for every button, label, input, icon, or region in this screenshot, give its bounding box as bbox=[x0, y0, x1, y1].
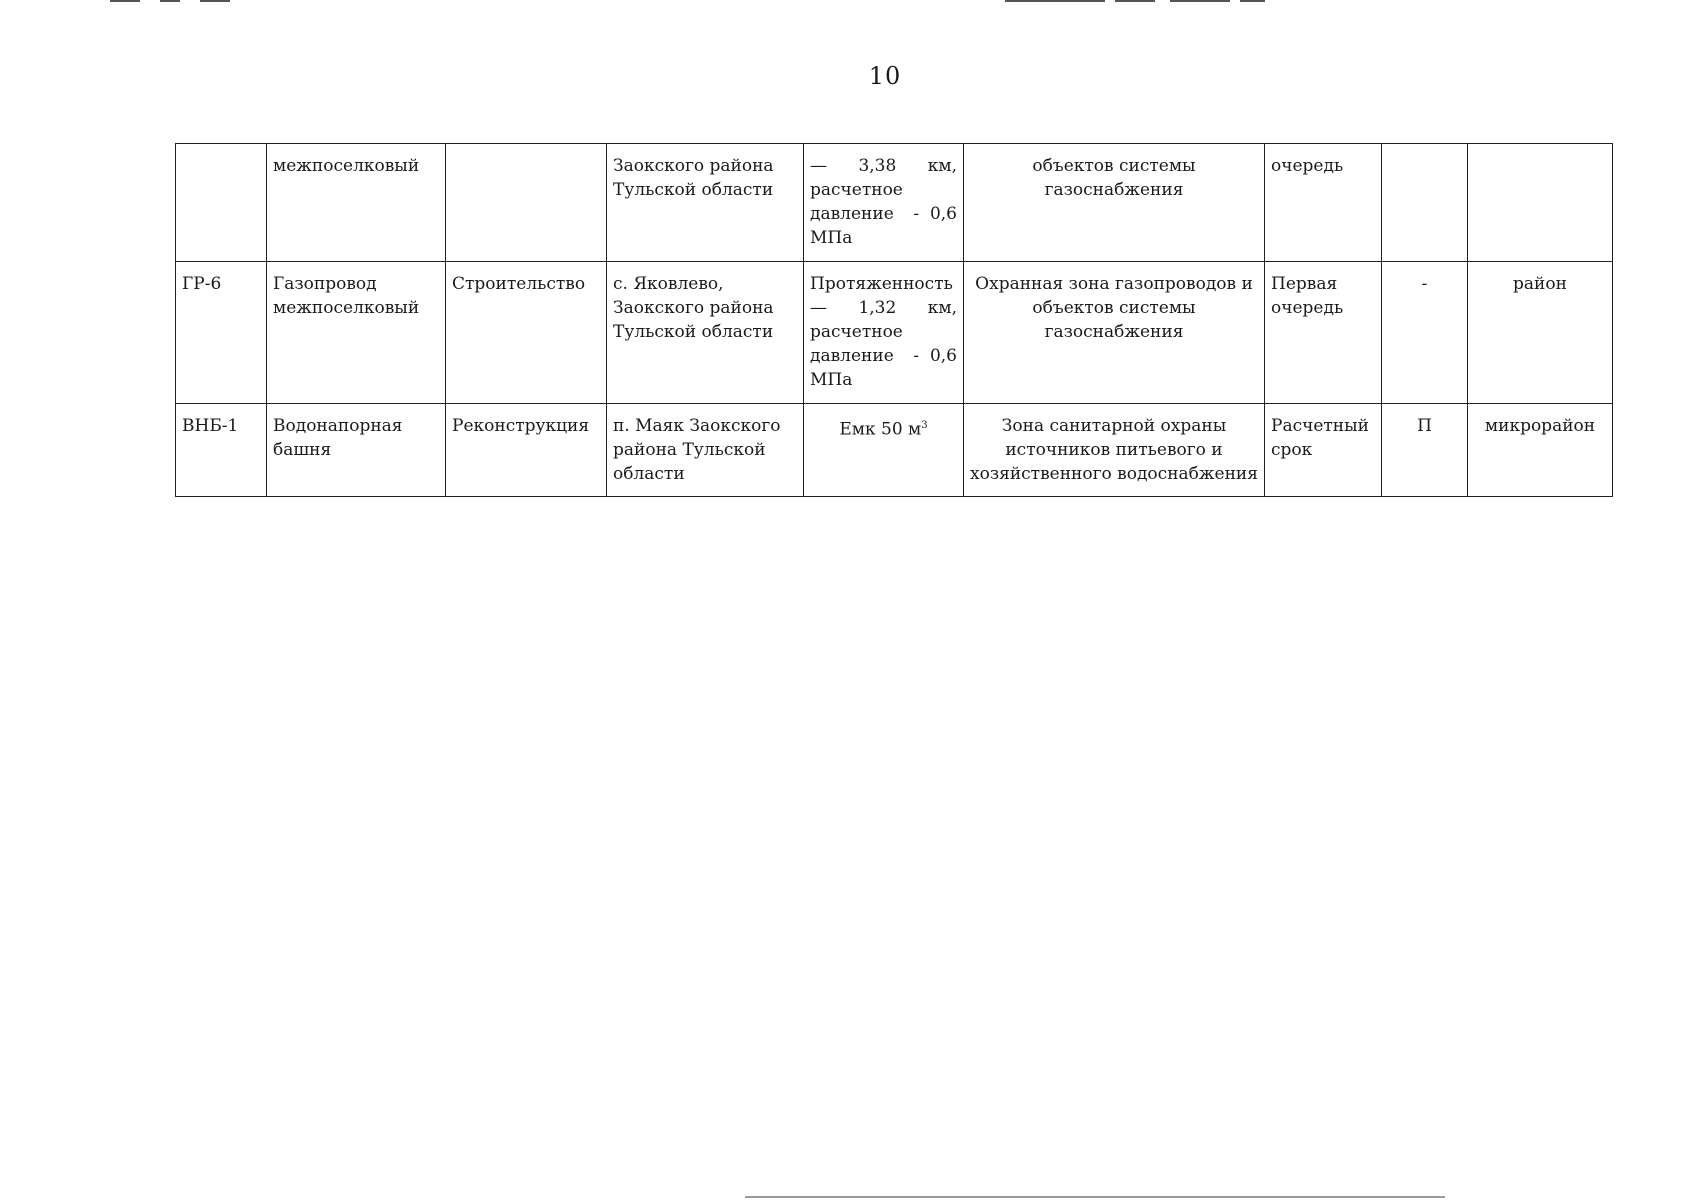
parameters-cell: — 3,38 км, расчетное давление - 0,6 МПа bbox=[804, 144, 964, 262]
term-cell: очередь bbox=[1265, 144, 1382, 262]
significance-cell: микрорайон bbox=[1468, 404, 1613, 497]
object-code-cell: ВНБ-1 bbox=[176, 404, 267, 497]
significance-cell: район bbox=[1468, 262, 1613, 404]
object-name-cell: межпоселковый bbox=[267, 144, 446, 262]
scan-artifact-bottom bbox=[745, 1196, 1445, 1198]
zone-cell: Зона санитарной охраны источников питьевого и хозяйственного водоснабжения bbox=[964, 404, 1265, 497]
zone-cell: Охранная зона газопроводов и объектов системы газоснабжения bbox=[964, 262, 1265, 404]
table-row bbox=[176, 404, 1613, 497]
object-code-cell: ГР-6 bbox=[176, 262, 267, 404]
term-cell: Первая очередь bbox=[1265, 262, 1382, 404]
table-row bbox=[176, 262, 1613, 404]
object-name-cell: Газопровод межпоселковый bbox=[267, 262, 446, 404]
parameters-cell: Протяженность — 1,32 км, расчетное давление - 0,6 МПа bbox=[804, 262, 964, 404]
object-code-cell bbox=[176, 144, 267, 262]
object-name-cell: Водонапорная башня bbox=[267, 404, 446, 497]
scan-artifact-top bbox=[0, 0, 1697, 4]
action-type-cell bbox=[446, 144, 607, 262]
category-cell: - bbox=[1382, 262, 1468, 404]
table-row bbox=[176, 144, 1613, 262]
zone-cell: объектов системы газоснабжения bbox=[964, 144, 1265, 262]
objects-table bbox=[175, 143, 1613, 497]
category-cell: П bbox=[1382, 404, 1468, 497]
action-type-cell: Строительство bbox=[446, 262, 607, 404]
category-cell bbox=[1382, 144, 1468, 262]
location-cell: Заокского района Тульской области bbox=[607, 144, 804, 262]
location-cell: с. Яковлево, Заокского района Тульской области bbox=[607, 262, 804, 404]
significance-cell bbox=[1468, 144, 1613, 262]
page-number: 10 bbox=[868, 62, 902, 90]
parameters-cell: Емк 50 $м^3$ bbox=[804, 404, 964, 497]
location-cell: п. Маяк Заокского района Тульской области bbox=[607, 404, 804, 497]
action-type-cell: Реконструкция bbox=[446, 404, 607, 497]
term-cell: Расчетный срок bbox=[1265, 404, 1382, 497]
